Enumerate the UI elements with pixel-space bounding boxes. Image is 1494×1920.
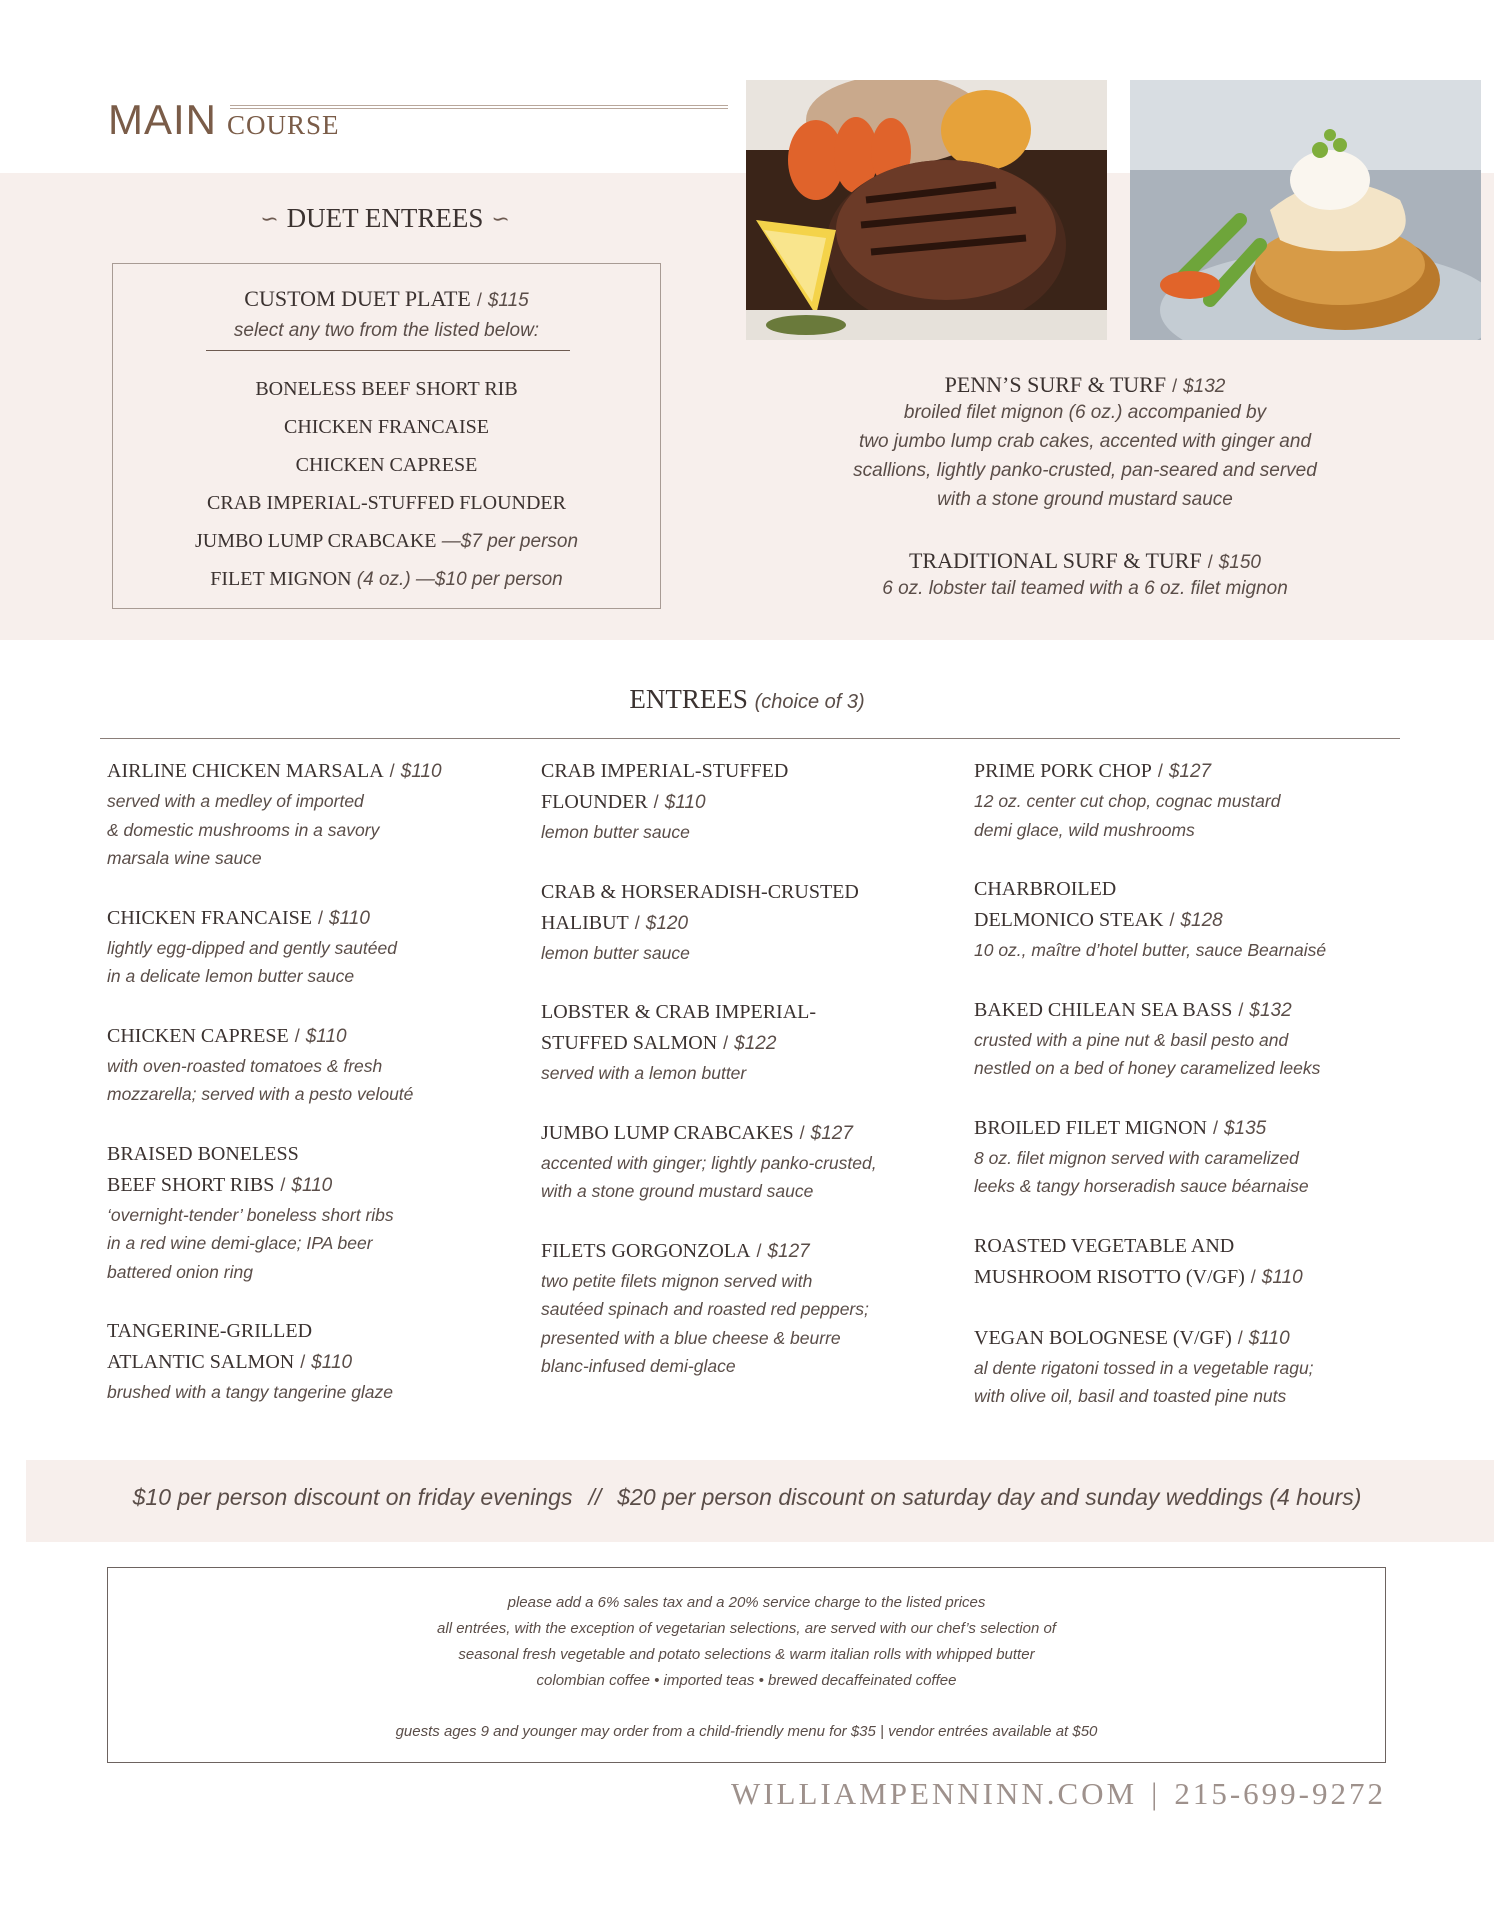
duet-item-extra: —$7 per person: [436, 531, 579, 552]
entrees-column-3: [974, 756, 1394, 1441]
entrees-heading-text: ENTREES: [629, 684, 748, 714]
duet-plate-price: $115: [487, 290, 529, 311]
duet-rule: [206, 350, 570, 351]
title-course: COURSE: [227, 110, 340, 140]
special-desc-line: scallions, lightly panko-crusted, pan-seared and served: [853, 460, 1317, 481]
entree-item: [541, 1236, 961, 1381]
entree-name-line: [974, 1231, 1394, 1262]
entree-item: [974, 1231, 1394, 1293]
entree-name-line: [974, 1113, 1394, 1144]
entree-name-line: [974, 874, 1394, 905]
entree-price: $120: [645, 912, 689, 934]
entree-price: $132: [1249, 999, 1292, 1021]
price-divider: /: [294, 1025, 300, 1046]
duet-item-name: JUMBO LUMP CRABCAKE: [194, 530, 437, 552]
footer-contact: [731, 1776, 1386, 1812]
entrees-heading: [0, 684, 1494, 715]
entree-desc-line: mozzarella; served with a pesto velouté: [107, 1084, 414, 1104]
price-divider: /: [1237, 1327, 1243, 1348]
price-divider: /: [318, 907, 324, 928]
special-item: [780, 548, 1390, 603]
special-desc-line: two jumbo lump crab cakes, accented with ginger and: [858, 431, 1312, 452]
entree-name-line: [107, 1021, 527, 1052]
entree-price: $110: [664, 792, 706, 813]
footer-phone[interactable]: 215-699-9272: [1174, 1776, 1386, 1811]
entree-name-line: [974, 1323, 1394, 1354]
entree-desc-line: battered onion ring: [107, 1261, 253, 1282]
entree-name: ATLANTIC SALMON: [107, 1351, 295, 1373]
entree-price: $110: [1248, 1327, 1290, 1349]
entree-desc-line: in a red wine demi-glace; IPA beer: [107, 1233, 373, 1253]
entree-price: $110: [311, 1352, 353, 1373]
duet-list-item: [113, 370, 660, 408]
swash-right-icon: ∽: [491, 205, 510, 231]
price-divider: /: [1172, 376, 1178, 396]
entree-desc-line: presented with a blue cheese & beurre: [541, 1327, 841, 1348]
entrees-rule: [100, 738, 1400, 739]
duet-heading-text: DUET ENTREES: [286, 203, 484, 233]
entree-name: PRIME PORK CHOP: [974, 760, 1152, 782]
entree-name: BAKED CHILEAN SEA BASS: [974, 998, 1233, 1021]
entree-item: [107, 1316, 527, 1407]
entree-item: [107, 903, 527, 991]
discount-weekend: $20 per person discount on saturday day and sunday weddings (4 hours): [617, 1484, 1362, 1510]
duet-box: [112, 263, 661, 609]
price-divider: /: [1212, 1117, 1218, 1138]
entree-item: [974, 1113, 1394, 1201]
entree-desc-line: demi glace, wild mushrooms: [974, 819, 1195, 840]
price-divider: /: [1157, 761, 1163, 781]
price-divider: /: [280, 1174, 286, 1195]
entree-price: $122: [734, 1033, 777, 1054]
entree-item: [974, 756, 1394, 844]
special-name-line: [780, 548, 1390, 574]
entree-desc-line: marsala wine sauce: [107, 848, 262, 868]
entree-name: ROASTED VEGETABLE AND: [974, 1234, 1235, 1257]
notes-box: [107, 1567, 1386, 1763]
entree-desc-line: sautéed spinach and roasted red peppers;: [541, 1299, 869, 1319]
entree-name: CHARBROILED: [974, 878, 1117, 900]
entree-name-line: [107, 1170, 527, 1201]
special-name-line: [780, 372, 1390, 398]
duet-item-name: CHICKEN FRANCAISE: [283, 416, 490, 438]
duet-item-name: CHICKEN CAPRESE: [295, 454, 478, 476]
entree-name-line: [974, 905, 1394, 936]
entrees-heading-sub: (choice of 3): [754, 691, 865, 713]
discount-friday: $10 per person discount on friday evenings: [132, 1484, 573, 1510]
entree-desc-line: crusted with a pine nut & basil pesto and: [974, 1029, 1289, 1050]
title-main: MAIN: [108, 96, 217, 143]
title-rule: [230, 105, 728, 109]
entree-desc-line: 10 oz., maître d’hotel butter, sauce Bearnaisé: [974, 940, 1327, 960]
entree-price: $110: [1261, 1266, 1303, 1288]
entree-name: BROILED FILET MIGNON: [974, 1116, 1207, 1139]
entree-name-line: [541, 756, 961, 787]
entree-desc-line: 8 oz. filet mignon served with caramelized: [974, 1147, 1299, 1168]
entree-name-line: [107, 1316, 527, 1347]
entree-name: LOBSTER & CRAB IMPERIAL-: [541, 1001, 817, 1023]
special-name: TRADITIONAL SURF & TURF: [908, 548, 1202, 573]
entree-desc-line: lemon butter sauce: [541, 822, 690, 842]
duet-list-item: [113, 446, 660, 484]
special-price: $132: [1183, 376, 1226, 397]
entree-price: $110: [329, 907, 370, 929]
entree-name-line: [107, 1139, 527, 1170]
entree-item: [107, 756, 527, 873]
notes-line: seasonal fresh vegetable and potato selections & warm italian rolls with whipped butter: [458, 1646, 1035, 1663]
entree-desc-line: two petite filets mignon served with: [541, 1270, 813, 1291]
entree-name: BEEF SHORT RIBS: [107, 1173, 275, 1196]
entree-desc-line: with oven-roasted tomatoes & fresh: [107, 1055, 383, 1076]
entree-name-line: [541, 877, 961, 908]
duet-item-name: BONELESS BEEF SHORT RIB: [255, 378, 518, 400]
entree-item: [107, 1139, 527, 1287]
duet-list: [113, 370, 660, 598]
entree-desc-line: with a stone ground mustard sauce: [541, 1181, 814, 1201]
entree-item: [974, 995, 1394, 1083]
entree-desc-line: 12 oz. center cut chop, cognac mustard: [974, 791, 1281, 811]
discount-line: [0, 1484, 1494, 1511]
entree-desc-line: in a delicate lemon butter sauce: [107, 966, 355, 986]
entree-name-line: [974, 1262, 1394, 1293]
special-name: PENN’S SURF & TURF: [944, 372, 1167, 397]
price-divider: /: [389, 761, 395, 781]
entree-name-line: [541, 787, 961, 818]
special-desc-line: 6 oz. lobster tail teamed with a 6 oz. filet mignon: [882, 578, 1288, 599]
entree-name-line: [541, 1118, 961, 1149]
entree-name-line: [974, 995, 1394, 1026]
footer-separator: |: [1151, 1776, 1161, 1811]
entree-name: CRAB & HORSERADISH-CRUSTED: [541, 880, 859, 903]
entree-desc-line: brushed with a tangy tangerine glaze: [107, 1382, 394, 1402]
entree-desc-line: lightly egg-dipped and gently sautéed: [107, 937, 397, 958]
page-title: [108, 96, 340, 144]
price-divider: /: [1207, 552, 1213, 572]
entree-item: [541, 756, 961, 847]
entree-name: CRAB IMPERIAL-STUFFED: [541, 760, 789, 782]
duet-plate-line: [113, 286, 660, 312]
price-divider: /: [1250, 1266, 1256, 1287]
entree-name-line: [541, 1028, 961, 1059]
entree-desc-line: nestled on a bed of honey caramelized leeks: [974, 1058, 1321, 1078]
price-divider: /: [300, 1352, 306, 1372]
entrees-column-2: [541, 756, 961, 1411]
footer-website-link[interactable]: WILLIAMPENNINN.COM: [730, 1776, 1138, 1811]
entree-desc-line: served with a lemon butter: [541, 1063, 747, 1083]
price-divider: /: [756, 1240, 762, 1261]
entree-item: [974, 874, 1394, 965]
duet-subtitle: select any two from the listed below:: [233, 320, 540, 341]
entree-desc-line: leeks & tangy horseradish sauce béarnaise: [974, 1176, 1309, 1196]
duet-plate-name: CUSTOM DUET PLATE: [244, 286, 471, 311]
entree-desc-line: lemon butter sauce: [541, 942, 690, 963]
price-divider: /: [476, 290, 482, 310]
notes-line: all entrées, with the exception of vegetarian selections, are served with our chef’s selection of: [437, 1620, 1056, 1637]
discount-separator: //: [588, 1484, 602, 1510]
special-price: $150: [1218, 552, 1262, 573]
entree-desc-line: al dente rigatoni tossed in a vegetable ragu;: [974, 1357, 1314, 1378]
entree-desc-line: with olive oil, basil and toasted pine nuts: [974, 1386, 1287, 1406]
entree-name-line: [974, 756, 1394, 787]
entree-price: $127: [767, 1240, 810, 1262]
duet-item-name: CRAB IMPERIAL-STUFFED FLOUNDER: [207, 492, 566, 514]
duet-item-extra: (4 oz.) —$10 per person: [351, 569, 563, 590]
entrees-column-1: [107, 756, 527, 1437]
entree-item: [541, 997, 961, 1088]
entree-name: VEGAN BOLOGNESE (V/GF): [974, 1326, 1232, 1349]
notes-child-line: guests ages 9 and younger may order from a child-friendly menu for $35 | vendor entrées available at $50: [395, 1723, 1098, 1740]
special-desc-line: with a stone ground mustard sauce: [937, 489, 1233, 510]
entree-name: CHICKEN FRANCAISE: [107, 906, 313, 929]
entree-name-line: [107, 903, 527, 934]
price-divider: /: [1169, 910, 1175, 930]
notes-line: colombian coffee • imported teas • brewed decaffeinated coffee: [536, 1672, 957, 1689]
duet-list-item: [113, 408, 660, 446]
entree-price: $128: [1180, 910, 1223, 931]
entree-price: $135: [1223, 1117, 1267, 1139]
entree-name-line: [541, 997, 961, 1028]
entree-price: $127: [810, 1122, 853, 1144]
price-divider: /: [799, 1122, 805, 1143]
entree-name-line: [541, 908, 961, 939]
swash-left-icon: ∽: [260, 205, 279, 231]
entree-name: STUFFED SALMON: [541, 1032, 718, 1054]
notes-line: please add a 6% sales tax and a 20% service charge to the listed prices: [507, 1594, 986, 1611]
special-item: [780, 372, 1390, 514]
crabcake-photo: [1130, 80, 1481, 340]
price-divider: /: [723, 1033, 729, 1053]
entree-name-line: [107, 756, 527, 787]
duet-item-name: FILET MIGNON: [210, 568, 352, 590]
entree-price: $110: [305, 1025, 347, 1047]
entree-name: TANGERINE-GRILLED: [107, 1320, 313, 1342]
entree-name: MUSHROOM RISOTTO (V/GF): [974, 1265, 1245, 1288]
duet-list-item: [113, 484, 660, 522]
entree-name: BRAISED BONELESS: [107, 1142, 299, 1165]
entree-desc-line: accented with ginger; lightly panko-crusted,: [541, 1152, 877, 1173]
entree-price: $110: [400, 761, 442, 782]
entree-item: [974, 1323, 1394, 1411]
duet-heading: [230, 203, 540, 234]
entree-name: JUMBO LUMP CRABCAKES: [541, 1121, 794, 1144]
entree-name-line: [541, 1236, 961, 1267]
entree-name: FILETS GORGONZOLA: [541, 1239, 751, 1262]
notes-lines: [108, 1590, 1385, 1694]
price-divider: /: [653, 792, 659, 812]
entree-name: CHICKEN CAPRESE: [107, 1024, 289, 1047]
entree-name-line: [107, 1347, 527, 1378]
entree-item: [107, 1021, 527, 1109]
duet-list-item: [113, 560, 660, 598]
entree-price: $127: [1168, 761, 1212, 782]
price-divider: /: [634, 912, 640, 933]
entree-item: [541, 1118, 961, 1206]
entree-desc-line: ‘overnight-tender’ boneless short ribs: [107, 1204, 394, 1225]
entree-name: AIRLINE CHICKEN MARSALA: [107, 760, 384, 782]
entree-desc-line: served with a medley of imported: [107, 791, 364, 811]
price-divider: /: [1238, 999, 1244, 1020]
entree-price: $110: [291, 1174, 333, 1196]
entree-name: FLOUNDER: [541, 791, 648, 813]
entree-name: HALIBUT: [541, 911, 629, 934]
entree-desc-line: blanc-infused demi-glace: [541, 1356, 736, 1376]
steak-lobster-photo: [746, 80, 1107, 340]
entree-name: DELMONICO STEAK: [974, 909, 1164, 931]
duet-list-item: [113, 522, 660, 560]
special-desc-line: broiled filet mignon (6 oz.) accompanied by: [903, 402, 1267, 423]
entree-item: [541, 877, 961, 968]
entree-desc-line: & domestic mushrooms in a savory: [107, 819, 380, 840]
